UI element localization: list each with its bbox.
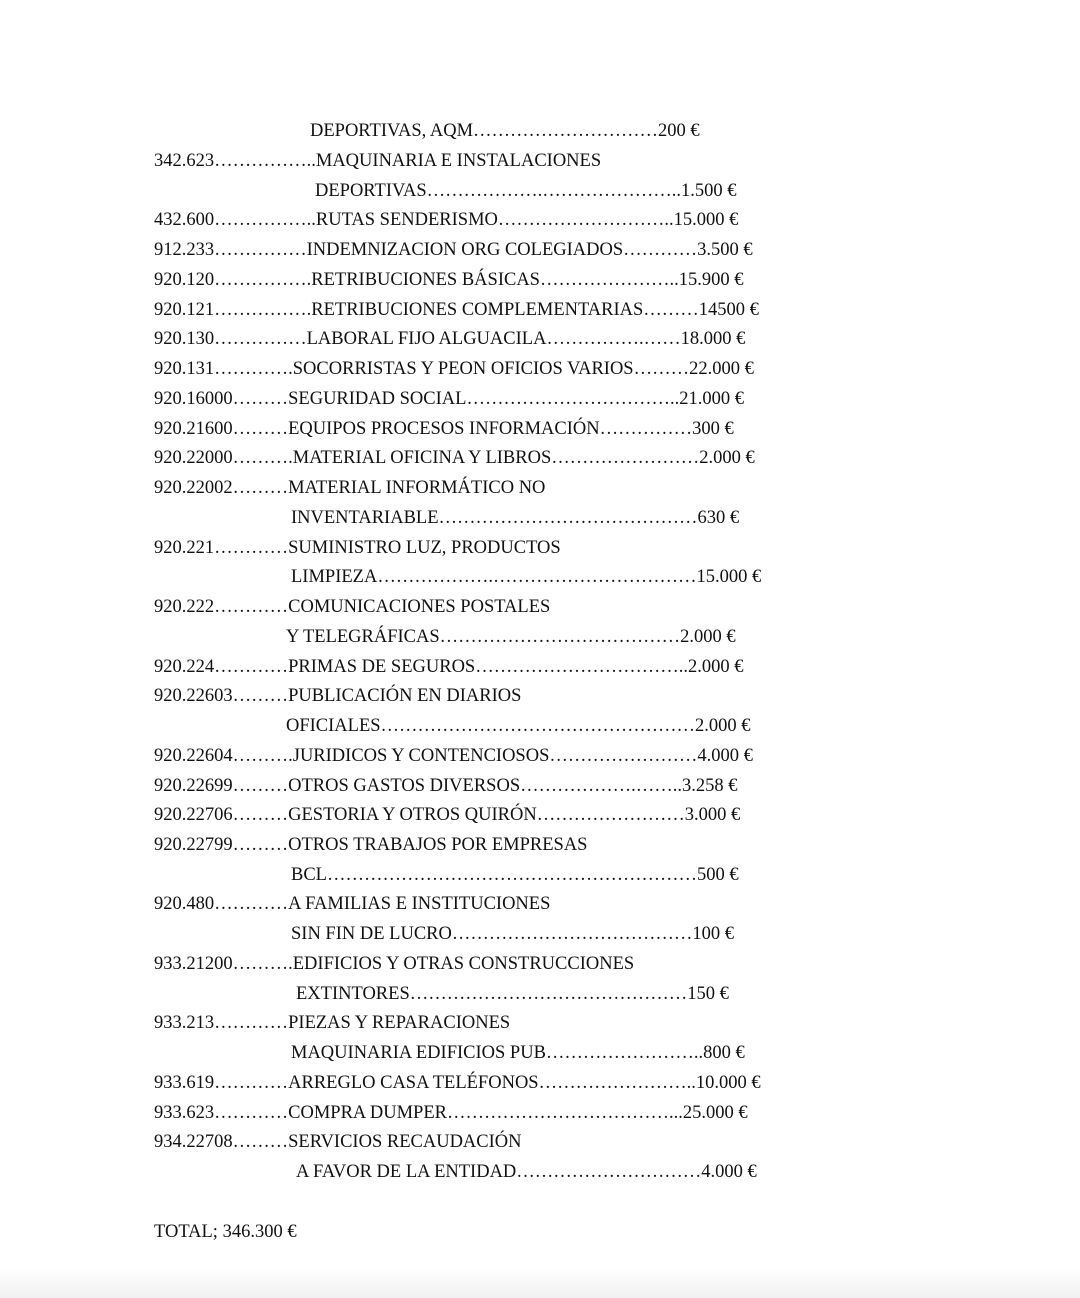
budget-line: Y TELEGRÁFICAS…………………………………2.000 € [286, 627, 736, 647]
budget-line: BCL……………………………………………………500 € [291, 865, 739, 885]
budget-line: 920.22799………OTROS TRABAJOS POR EMPRESAS [154, 835, 588, 855]
budget-line: 933.21200……….EDIFICIOS Y OTRAS CONSTRUCCIONES [154, 954, 635, 974]
budget-line: EXTINTORES………………………………………150 € [296, 984, 729, 1004]
budget-line: 920.130……………LABORAL FIJO ALGUACILA…………….……18.000 € [154, 329, 746, 349]
budget-line: 933.623…………COMPRA DUMPER………………………………...25.000 € [154, 1103, 748, 1123]
budget-line: DEPORTIVAS……………….…………………..1.500 € [315, 181, 737, 201]
budget-total: TOTAL; 346.300 € [154, 1222, 297, 1242]
budget-line: SIN FIN DE LUCRO…………………………………100 € [291, 924, 734, 944]
budget-line: 920.22706………GESTORIA Y OTROS QUIRÓN……………………3.000 € [154, 805, 741, 825]
budget-line: 933.619…………ARREGLO CASA TELÉFONOS……………………..10.000 € [154, 1073, 761, 1093]
budget-line: 920.222…………COMUNICACIONES POSTALES [154, 597, 551, 617]
budget-line: 920.22603………PUBLICACIÓN EN DIARIOS [154, 686, 522, 706]
budget-line: 920.121…………….RETRIBUCIONES COMPLEMENTARIAS………14500 € [154, 300, 759, 320]
budget-line: A FAVOR DE LA ENTIDAD…………………………4.000 € [296, 1162, 757, 1182]
budget-line: MAQUINARIA EDIFICIOS PUB……………………..800 € [291, 1043, 745, 1063]
budget-line: 920.131………….SOCORRISTAS Y PEON OFICIOS VARIOS………22.000 € [154, 359, 754, 379]
budget-line: 432.600……………..RUTAS SENDERISMO………………………..15.000 € [154, 210, 739, 230]
budget-line: DEPORTIVAS, AQM…………………………200 € [310, 121, 700, 141]
budget-line: 920.22699………OTROS GASTOS DIVERSOS……………….……..3.258 € [154, 776, 738, 796]
budget-line: 920.21600………EQUIPOS PROCESOS INFORMACIÓN……………300 € [154, 419, 734, 439]
budget-line: INVENTARIABLE……………………………………630 € [291, 508, 740, 528]
budget-line: 920.16000………SEGURIDAD SOCIAL……………………………..21.000 € [154, 389, 744, 409]
budget-line: 920.22000……….MATERIAL OFICINA Y LIBROS……………………2.000 € [154, 448, 755, 468]
budget-line: 342.623……………..MAQUINARIA E INSTALACIONES [154, 151, 602, 171]
budget-line: 920.480…………A FAMILIAS E INSTITUCIONES [154, 894, 551, 914]
budget-line: OFICIALES……………………………………………2.000 € [286, 716, 751, 736]
page-bottom-shadow [0, 1268, 1080, 1298]
budget-line: 920.224…………PRIMAS DE SEGUROS……………………………..2.000 € [154, 657, 744, 677]
budget-line: 933.213…………PIEZAS Y REPARACIONES [154, 1013, 511, 1033]
budget-line: 920.22002………MATERIAL INFORMÁTICO NO [154, 478, 546, 498]
budget-line: 912.233……………INDEMNIZACION ORG COLEGIADOS…………3.500 € [154, 240, 753, 260]
budget-line: 920.120…………….RETRIBUCIONES BÁSICAS…………………..15.900 € [154, 270, 744, 290]
budget-line: 920.221…………SUMINISTRO LUZ, PRODUCTOS [154, 538, 561, 558]
budget-line: 920.22604……….JURIDICOS Y CONTENCIOSOS……………………4.000 € [154, 746, 753, 766]
budget-line: 934.22708………SERVICIOS RECAUDACIÓN [154, 1132, 522, 1152]
budget-line: LIMPIEZA……………….……………………………15.000 € [291, 567, 762, 587]
